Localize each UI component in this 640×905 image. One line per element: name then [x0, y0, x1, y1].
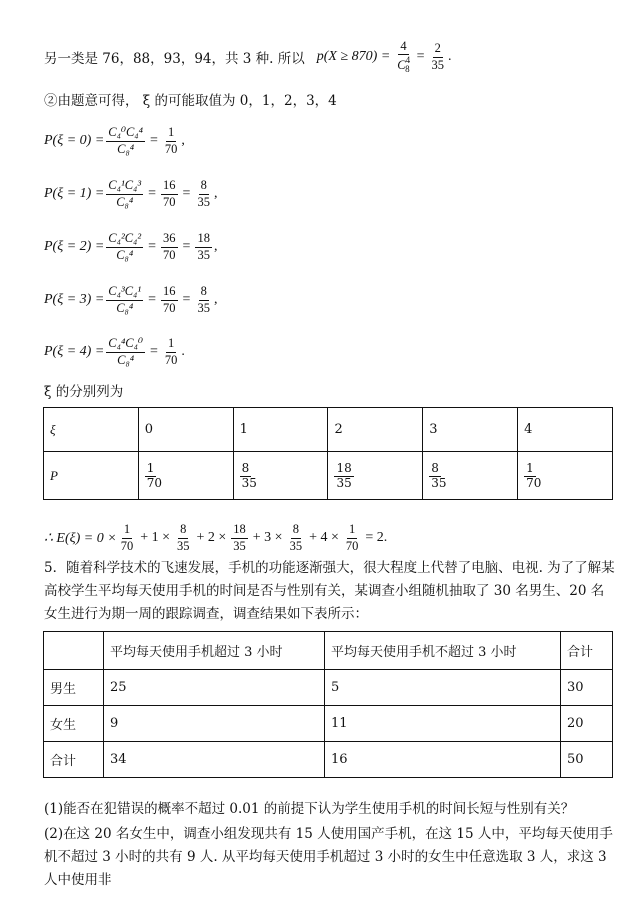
result-fraction: $\frac{18}{35}$ [197, 231, 210, 262]
table-cell: 0 [138, 408, 233, 452]
intermediate-fraction: $\frac{36}{70}$ [163, 231, 176, 262]
expectation-operator: = 2. [365, 530, 388, 545]
table-cell: 男生 [44, 670, 104, 706]
line-possible-values: ②由题意可得， ξ 的可能取值为 0，1，2，3，4 [44, 93, 337, 109]
distribution-table [43, 407, 613, 500]
table-cell: 平均每天使用手机不超过 3 小时 [325, 632, 561, 670]
table-row [44, 742, 613, 778]
result-fraction: $\frac{1}{70}$ [164, 125, 178, 156]
survey-table [43, 631, 613, 778]
table-cell-head: ξ [44, 408, 139, 452]
denominator [395, 55, 411, 74]
line1-prefix: 另一类是 76，88，93，94，共 3 种. 所以 [44, 51, 305, 67]
table-cell: $\frac{8}{35}$ [423, 452, 518, 500]
combination-fraction: $\frac{\text{C₄⁴C₄⁰}}{\text{C₈⁴}}$ [108, 336, 143, 367]
expectation-fraction: $\frac{8}{35}$ [176, 522, 190, 553]
probability-lhs: P(ξ = 2) = [44, 239, 105, 254]
fraction-2-over-35 [430, 42, 447, 71]
line-punct: , [213, 239, 218, 254]
probability-lhs: P(ξ = 0) = [44, 133, 105, 148]
table-cell: 合计 [44, 742, 104, 778]
expectation-lead: ∴ E(ξ) = 0 × [44, 530, 117, 546]
table-cell: $\frac{8}{35}$ [233, 452, 328, 500]
expectation-fraction: $\frac{1}{70}$ [120, 522, 134, 553]
table-row [44, 706, 613, 742]
line1-expr: p(X ≥ 870) = [316, 49, 391, 64]
table-cell: 20 [561, 706, 613, 742]
probability-lhs: P(ξ = 3) = [44, 292, 105, 307]
table-cell-head: P [44, 452, 139, 500]
question-2: (2)在这 20 名女生中，调查小组发现共有 15 人使用国产手机，在这 15 人中，平均每天使用手机不超过 3 小时的共有 9 人. 从平均每天使用手机超过 3 小时的女生中任意选取 3 人，求这 3 人中使用非 [44, 826, 613, 888]
result-fraction: $\frac{8}{35}$ [197, 178, 210, 209]
table-cell: 50 [561, 742, 613, 778]
probability-line: P(ξ = 2) = $\frac{\text{C₄²C₄²}}{\text{C₈⁴}}$ = $\frac{36}{70}$ = $\frac{18}{35}$ , [44, 231, 218, 262]
denominator: 35 [431, 57, 445, 72]
line-punct: , [213, 292, 218, 307]
expectation-fraction: $\frac{8}{35}$ [289, 522, 303, 553]
probability-line: P(ξ = 4) = $\frac{\text{C₄⁴C₄⁰}}{\text{C₈⁴}}$ = $\frac{1}{70}$ . [44, 336, 185, 367]
table-cell: $\frac{18}{35}$ [328, 452, 423, 500]
probability-lhs: P(ξ = 1) = [44, 186, 105, 201]
table-cell: 11 [325, 706, 561, 742]
table-cell: 合计 [561, 632, 613, 670]
intermediate-fraction: $\frac{16}{70}$ [163, 178, 176, 209]
table-cell: 30 [561, 670, 613, 706]
line-probability-870: 另一类是 76，88，93，94，共 3 种. 所以 p(X ≥ 870) = $\frac{4}{C^4_8}$ = $\frac{2}{35}$ . [44, 38, 452, 74]
table-cell: $\frac{1}{70}$ [518, 452, 613, 500]
line-punct: . [181, 344, 185, 359]
numerator: 4 [398, 40, 408, 55]
table-cell: $\frac{1}{70}$ [138, 452, 233, 500]
probability-line: P(ξ = 0) = $\frac{\text{C₄⁰C₄⁴}}{\text{C₈⁴}}$ = $\frac{1}{70}$ , [44, 125, 185, 156]
table-row-header [44, 632, 613, 670]
numerator: 2 [433, 42, 443, 57]
combination-sup: 4 [405, 54, 411, 65]
table-cell: 34 [104, 742, 325, 778]
fraction-4-over-C84 [395, 40, 411, 75]
expectation-fraction: $\frac{18}{35}$ [233, 522, 246, 553]
probability-line: P(ξ = 1) = $\frac{\text{C₄¹C₄³}}{\text{C₈⁴}}$ = $\frac{16}{70}$ = $\frac{8}{35}$ , [44, 178, 218, 209]
expectation-operator: + 1 × [140, 530, 170, 545]
problem-5-text: 5．随着科学技术的飞速发展，手机的功能逐渐强大，很大程度上代替了电脑、电视. 为了了解某高校学生平均每天使用手机的时间是否与性别有关，某调查小组随机抽取了 30 名男生、20 名女生进行为期一周的跟踪调查，调查结果如下表所示： [44, 560, 615, 622]
table-cell: 3 [423, 408, 518, 452]
table-cell: 16 [325, 742, 561, 778]
table-cell: 25 [104, 670, 325, 706]
line-punct: , [213, 186, 218, 201]
table-row [44, 670, 613, 706]
result-fraction: $\frac{1}{70}$ [164, 336, 178, 367]
table-cell: 2 [328, 408, 423, 452]
expectation-fraction: $\frac{1}{70}$ [345, 522, 359, 553]
combination-sub: 8 [405, 63, 410, 74]
table-cell: 1 [233, 408, 328, 452]
table-cell: 4 [518, 408, 613, 452]
combination-fraction: $\frac{\text{C₄¹C₄³}}{\text{C₈⁴}}$ [108, 178, 142, 209]
line-punct: , [181, 133, 185, 148]
table-cell: 平均每天使用手机超过 3 小时 [104, 632, 325, 670]
table-row-p [44, 452, 613, 500]
distribution-caption: ξ 的分别列为 [44, 384, 124, 400]
table-cell: 女生 [44, 706, 104, 742]
combination-fraction: $\frac{\text{C₄²C₄²}}{\text{C₈⁴}}$ [108, 231, 142, 262]
table-cell [44, 632, 104, 670]
table-cell: 9 [104, 706, 325, 742]
combination-fraction: $\frac{\text{C₄⁰C₄⁴}}{\text{C₈⁴}}$ [108, 125, 143, 156]
result-fraction: $\frac{8}{35}$ [197, 284, 210, 315]
table-cell: 5 [325, 670, 561, 706]
expectation-operator: + 4 × [309, 530, 339, 545]
table-row-xi [44, 408, 613, 452]
expectation-line [44, 518, 390, 558]
intermediate-fraction: $\frac{16}{70}$ [163, 284, 176, 315]
probability-lhs: P(ξ = 4) = [44, 344, 105, 359]
probability-line: P(ξ = 3) = $\frac{\text{C₄³C₄¹}}{\text{C₈⁴}}$ = $\frac{16}{70}$ = $\frac{8}{35}$ , [44, 284, 218, 315]
combination-fraction: $\frac{\text{C₄³C₄¹}}{\text{C₈⁴}}$ [108, 284, 142, 315]
combination-symbol: C [397, 57, 406, 72]
question-1: (1)能否在犯错误的概率不超过 0.01 的前提下认为学生使用手机的时间长短与性别有关？ [44, 801, 575, 817]
expectation-operator: + 2 × [196, 530, 227, 545]
expectation-operator: + 3 × [252, 530, 283, 545]
